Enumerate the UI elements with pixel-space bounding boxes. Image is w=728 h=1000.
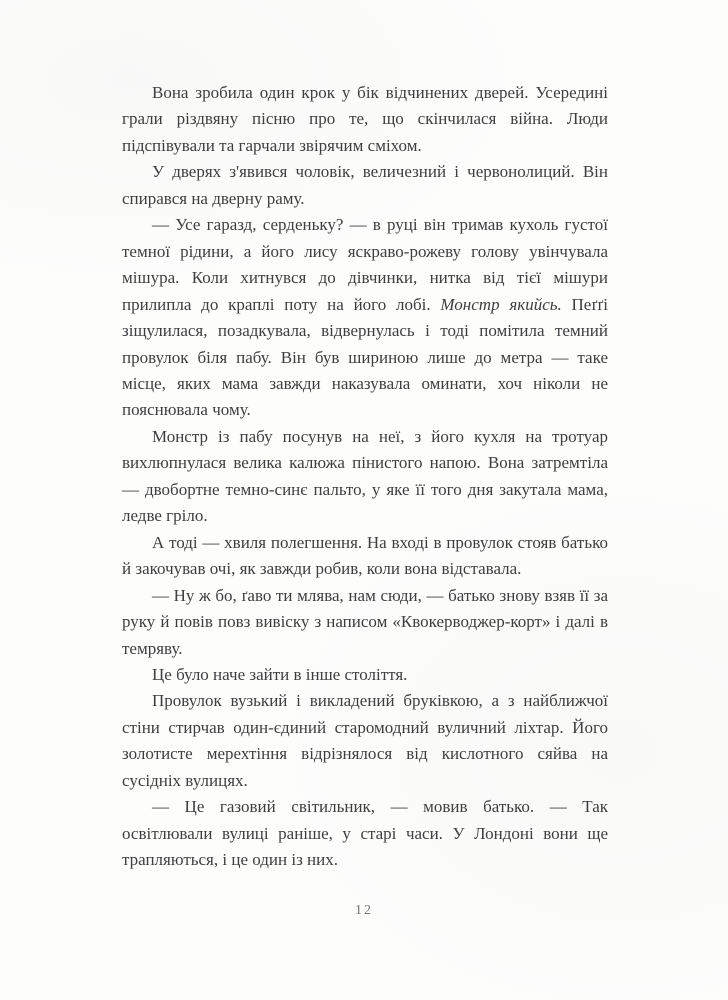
inner-monologue-italic: Монстр якийсь. <box>440 294 562 314</box>
paragraph-7: Це було наче зайти в інше століття. <box>152 664 408 684</box>
paragraph-5: А тоді — хвиля полегшення. На вході в провулок стояв батько й закочував очі, як завжди робив, коли вона відставала. <box>122 532 608 579</box>
paragraph-3-text: — Усе гаразд, серденьку? — в руці він тримав кухоль густої темної рідини, а його лису яскраво-рожеву голову увінчувала мішура. Коли хитнувся до дівчинки, нитка від тієї мішури прилипла до краплі поту на його лобі. <box>122 215 608 314</box>
paragraph-4: Монстр із пабу посунув на неї, з його кухля на тротуар вихлюпнулася велика калюжа пінистого напою. Вона затремтіла — двобортне темно-синє пальто, у яке її того дня закутала мама, ледве гріло. <box>122 426 608 526</box>
page-text <box>122 80 608 874</box>
page-number: 12 <box>355 903 373 918</box>
paragraph-6: — Ну ж бо, ґаво ти млява, нам сюди, — батько знову взяв її за руку й повів повз вивіску з написом «Квокерводжер-корт» і далі в темряву. <box>122 585 608 658</box>
paragraph-9: — Це газовий світильник, — мовив батько. — Так освітлювали вулиці раніше, у старі часи. У Лондоні вони ще трапляються, і це один із них. <box>122 797 608 870</box>
paragraph-3-text-continued: Пеґґі зіщулилася, позадкувала, відвернулась і тоді помітила темний провулок біля пабу. Він був шириною лише до метра — таке місце, яких мама завжди наказувала оминати, хоч ніколи не пояснювала чому. <box>122 294 608 420</box>
paragraph-3 <box>122 212 608 424</box>
paragraph-8: Провулок вузький і викладений бруківкою, а з найближчої стіни стирчав один-єдиний старомодний вуличний ліхтар. Його золотисте мерехтіння відрізнялося від кислотного сяйва на сусідніх вулицях. <box>122 691 608 790</box>
paragraph-2: У дверях з'явився чоловік, величезний і червонолиций. Він спирався на дверну раму. <box>122 162 608 208</box>
paragraph-1: Вона зробила один крок у бік відчинених дверей. Усередині грали різдвяну пісню про те, що скінчилася війна. Люди підспівували та гарчали звірячим сміхом. <box>122 83 608 155</box>
